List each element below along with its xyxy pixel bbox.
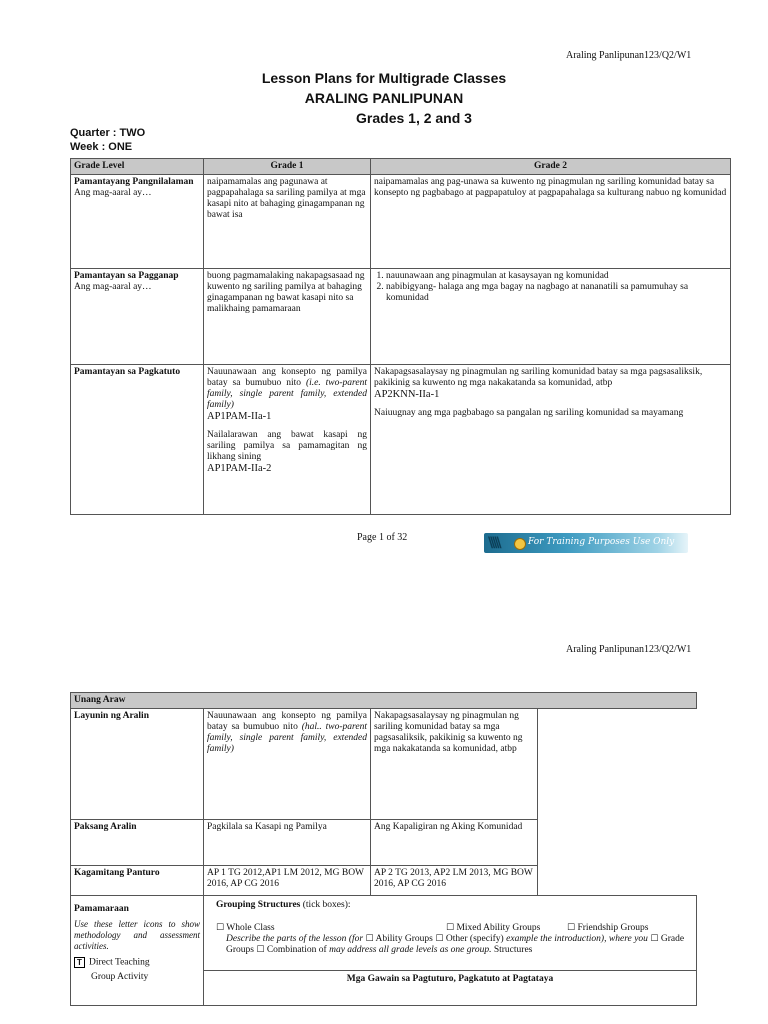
numbered-list: [374, 271, 727, 304]
direct-teaching-icon: T: [74, 957, 85, 968]
option-label: Other (specify): [445, 934, 504, 944]
row-label-title: Pamantayang Pangnilalaman: [74, 177, 194, 187]
grouping-options-row: [216, 923, 684, 934]
table-row: [71, 896, 697, 1006]
grade2-cell: AP 2 TG 2013, AP2 LM 2013, MG BOW 2016, AP CG 2016: [371, 866, 538, 896]
quarter-label: Quarter : TWO: [70, 127, 146, 139]
table-row: [71, 269, 731, 365]
instruction-text: Describe the parts of the lesson (for: [226, 934, 364, 944]
checkbox-icon[interactable]: ☐: [650, 934, 659, 944]
competency-code: AP1PAM-IIa-1: [207, 411, 272, 422]
header-grade-1: Grade 1: [204, 159, 371, 175]
instruction-text: introduction), where you: [554, 934, 648, 944]
empty-cell: [538, 709, 697, 820]
page-number: Page 1 of 32: [357, 532, 408, 543]
method-legend-cell: [71, 896, 204, 1006]
checkbox-icon[interactable]: ☐: [435, 934, 444, 944]
grade1-cell: [204, 709, 371, 820]
legend-label: Direct Teaching: [89, 957, 150, 968]
empty-cell: [538, 820, 697, 866]
week-label: Week : ONE: [70, 141, 133, 153]
row-label: [71, 175, 204, 269]
section-title: Unang Araw: [71, 693, 697, 709]
table-header-row: [71, 159, 731, 175]
activities-header: Mga Gawain sa Pagtuturo, Pagkatuto at Pagtataya: [204, 970, 696, 985]
checkbox-icon[interactable]: ☐: [567, 923, 576, 933]
row-label: Kagamitang Panturo: [71, 866, 204, 896]
row-label: Paksang Aralin: [71, 820, 204, 866]
grade2-cell: [371, 365, 731, 515]
header-grade-2: Grade 2: [371, 159, 731, 175]
list-item-continuation: komunidad: [386, 293, 429, 303]
document-title: Lesson Plans for Multigrade Classes: [261, 70, 507, 86]
competency-text-main: Nauunawaan ang konsepto ng pamilya batay sa bumubuo nito: [207, 367, 367, 388]
lesson-table: [70, 692, 697, 1006]
grouping-title: Grouping Structures: [216, 900, 301, 910]
competency-code: AP2KNN-IIa-1: [374, 389, 440, 400]
option-label: Mixed Ability Groups: [456, 923, 541, 933]
stripes-icon: \\\\\: [488, 535, 499, 551]
checkbox-icon[interactable]: ☐: [216, 923, 225, 933]
instruction-text: may address all grade levels as one: [326, 945, 465, 955]
grade1-cell: AP 1 TG 2012,AP1 LM 2012, MG BOW 2016, AP CG 2016: [204, 866, 371, 896]
grouping-instructions: [216, 934, 684, 956]
instruction-text: example the: [503, 934, 552, 944]
page-header-reference: Araling Panlipunan123/Q2/W1: [566, 50, 692, 61]
row-label: Layunin ng Aralin: [71, 709, 204, 820]
grade1-cell: naipamamalas ang pagunawa at pagpapahalaga sa sariling pamilya at mga kasapi nito at bahaging ginagampanan ng bawat isa: [204, 175, 371, 269]
option-label: Grade Groups: [226, 934, 685, 955]
competency-code: AP1PAM-IIa-2: [207, 463, 272, 474]
seal-icon: [514, 538, 526, 550]
table-row: [71, 709, 697, 820]
header-grade-level: Grade Level: [71, 159, 204, 175]
checkbox-icon[interactable]: ☐: [365, 934, 374, 944]
competency-table: [70, 158, 731, 515]
competency-text: Naiuugnay ang mga pagbabago sa pangalan ng sariling komunidad sa mayamang: [374, 408, 684, 418]
grade2-cell: Nakapagsasalaysay ng pinagmulan ng sariling komunidad batay sa mga pagsasaliksik, pakikinig sa kuwento ng mga nakakatanda sa komunidad, atbp: [371, 709, 538, 820]
page-header-reference: Araling Panlipunan123/Q2/W1: [566, 644, 692, 655]
mixed-ability-option[interactable]: [446, 923, 540, 934]
checkbox-icon[interactable]: ☐: [446, 923, 455, 933]
row-label: Pamamaraan: [74, 904, 129, 914]
option-label: Combination of: [266, 945, 327, 955]
list-item-text: nabibigyang- halaga ang mga bagay na nagbago at nananatili sa pamumuhay sa: [386, 282, 689, 292]
training-badge: [484, 533, 688, 553]
row-label-sub: Ang mag-aaral ay…: [74, 282, 152, 292]
option-label: Ability Groups: [375, 934, 433, 944]
grouping-heading: [216, 900, 684, 911]
grade1-cell: buong pagmamalaking nakapagsasaad ng kuwento ng sariling pamilya at bahaging ginagampanan ng bawat kasapi nito sa malikhaing pamamaraan: [204, 269, 371, 365]
competency-text: Nailalarawan ang bawat kasapi ng sariling pamilya sa pamamagitan ng likhang sining: [207, 430, 367, 462]
row-label-title: Pamantayan sa Pagganap: [74, 271, 179, 281]
option-label: Friendship Groups: [577, 923, 649, 933]
table-row: [71, 820, 697, 866]
option-label: Whole Class: [226, 923, 275, 933]
grade1-cell: Pagkilala sa Kasapi ng Pamilya: [204, 820, 371, 866]
legend-item: [74, 972, 200, 983]
objective-examples: (hal.. two-parent family, single parent family, extended family): [207, 722, 367, 754]
grade1-cell: [204, 365, 371, 515]
table-row: [71, 866, 697, 896]
list-item: [386, 282, 727, 304]
row-label: [71, 269, 204, 365]
legend-note: Use these letter icons to show methodology and assessment activities.: [74, 919, 200, 951]
grade2-cell: [371, 269, 731, 365]
instruction-text: group.: [466, 945, 492, 955]
grade2-cell: naipamamalas ang pag-unawa sa kuwento ng pinagmulan ng sariling komunidad batay sa konsepto ng pagbabago at pagpapatuloy at pagpapahalaga sa kulturang nabuo ng komunidad: [371, 175, 731, 269]
grouping-cell: [204, 896, 697, 1006]
row-label: [71, 365, 204, 515]
competency-text: [207, 367, 367, 411]
grade2-cell: Ang Kapaligiran ng Aking Komunidad: [371, 820, 538, 866]
grades-title: Grades 1, 2 and 3: [356, 110, 472, 126]
row-label-sub: Ang mag-aaral ay…: [74, 188, 152, 198]
instruction-text: Structures: [491, 945, 533, 955]
subject-title: ARALING PANLIPUNAN: [304, 90, 464, 106]
list-item: 1. nauunawaan ang pinagmulan at kasaysayan ng komunidad: [386, 271, 727, 282]
empty-cell: [538, 866, 697, 896]
objective-text: Nauunawaan ang konsepto ng pamilya batay sa bumubuo nito: [207, 711, 367, 732]
legend-item: [74, 957, 200, 969]
section-header-row: [71, 693, 697, 709]
competency-text: Nakapagsasalaysay ng pinagmulan ng sariling komunidad batay sa mga pagsasaliksik, pakikinig sa kuwento ng mga nakakatanda sa komunidad, atbp: [374, 367, 703, 388]
table-row: [71, 175, 731, 269]
checkbox-icon[interactable]: ☐: [256, 945, 265, 955]
badge-text: For Training Purposes Use Only: [528, 537, 675, 547]
grouping-hint: (tick boxes):: [300, 900, 351, 910]
whole-class-option[interactable]: [216, 923, 275, 934]
friendship-option[interactable]: [567, 923, 648, 934]
competency-text-examples: (i.e. two-parent family, single parent family, extended family): [207, 378, 368, 410]
legend-label: Group Activity: [91, 971, 149, 982]
row-label-title: Pamantayan sa Pagkatuto: [74, 367, 181, 377]
table-row: [71, 365, 731, 515]
